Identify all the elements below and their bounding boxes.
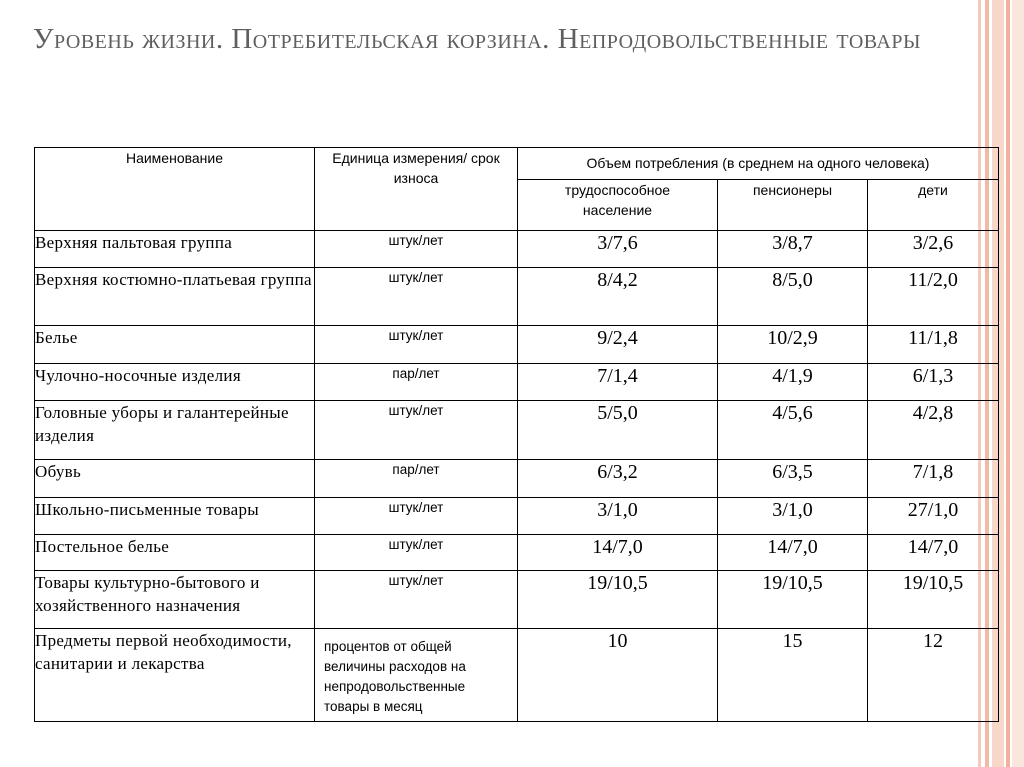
row-unit: штук/лет	[315, 498, 518, 535]
row-name: Предметы первой необходимости, санитарии и лекарства	[35, 629, 315, 722]
table-row	[35, 535, 999, 571]
row-name: Школьно-письменные товары	[35, 498, 315, 535]
row-working: 5/5,0	[518, 401, 718, 460]
row-unit: штук/лет	[315, 571, 518, 629]
row-unit: штук/лет	[315, 401, 518, 460]
row-children: 7/1,8	[868, 460, 999, 498]
row-working: 7/1,4	[518, 364, 718, 401]
table-row	[35, 231, 999, 268]
row-name: Верхняя пальтовая группа	[35, 231, 315, 268]
table-row	[35, 498, 999, 535]
table-row	[35, 364, 999, 401]
row-pensioners: 3/8,7	[718, 231, 868, 268]
row-children: 3/2,6	[868, 231, 999, 268]
row-working: 9/2,4	[518, 326, 718, 364]
row-working: 6/3,2	[518, 460, 718, 498]
row-unit: штук/лет	[315, 268, 518, 326]
row-working: 3/1,0	[518, 498, 718, 535]
row-pensioners: 10/2,9	[718, 326, 868, 364]
row-children: 19/10,5	[868, 571, 999, 629]
row-children: 14/7,0	[868, 535, 999, 571]
row-unit: штук/лет	[315, 326, 518, 364]
row-children: 12	[868, 629, 999, 722]
table-row	[35, 401, 999, 460]
decor-stripe	[1006, 0, 1010, 767]
row-unit: пар/лет	[315, 460, 518, 498]
table-row	[35, 629, 999, 722]
row-children: 4/2,8	[868, 401, 999, 460]
row-name: Белье	[35, 326, 315, 364]
row-name: Товары культурно-бытового и хозяйственного назначения	[35, 571, 315, 629]
row-children: 27/1,0	[868, 498, 999, 535]
row-pensioners: 6/3,5	[718, 460, 868, 498]
row-unit: штук/лет	[315, 535, 518, 571]
header-pensioners: пенсионеры	[718, 180, 868, 231]
row-unit: процентов от общей величины расходов на непродовольственные товары в месяц	[315, 629, 518, 722]
row-children: 6/1,3	[868, 364, 999, 401]
table-row	[35, 571, 999, 629]
decor-stripe	[1012, 0, 1024, 767]
header-children: дети	[868, 180, 999, 231]
table-row	[35, 268, 999, 326]
row-working: 3/7,6	[518, 231, 718, 268]
row-working: 19/10,5	[518, 571, 718, 629]
row-name: Верхняя костюмно-платьевая группа	[35, 268, 315, 326]
row-working: 8/4,2	[518, 268, 718, 326]
row-name: Чулочно-носочные изделия	[35, 364, 315, 401]
table-row	[35, 460, 999, 498]
consumer-basket-table	[34, 147, 999, 722]
row-pensioners: 4/1,9	[718, 364, 868, 401]
row-unit: штук/лет	[315, 231, 518, 268]
row-name: Головные уборы и галантерейные изделия	[35, 401, 315, 460]
header-consumption: Объем потребления (в среднем на одного человека)	[518, 148, 999, 180]
row-pensioners: 15	[718, 629, 868, 722]
row-name: Постельное белье	[35, 535, 315, 571]
row-name: Обувь	[35, 460, 315, 498]
row-pensioners: 8/5,0	[718, 268, 868, 326]
row-pensioners: 3/1,0	[718, 498, 868, 535]
row-unit: пар/лет	[315, 364, 518, 401]
table-row	[35, 326, 999, 364]
slide-title: Уровень жизни. Потребительская корзина. Непродовольственные товары	[33, 23, 921, 55]
row-working: 10	[518, 629, 718, 722]
header-working: трудоспособное население	[518, 180, 718, 231]
row-children: 11/2,0	[868, 268, 999, 326]
row-children: 11/1,8	[868, 326, 999, 364]
header-unit: Единица измерения/ срок износа	[315, 148, 518, 231]
row-pensioners: 14/7,0	[718, 535, 868, 571]
header-name: Наименование	[35, 148, 315, 231]
row-working: 14/7,0	[518, 535, 718, 571]
row-pensioners: 19/10,5	[718, 571, 868, 629]
row-pensioners: 4/5,6	[718, 401, 868, 460]
